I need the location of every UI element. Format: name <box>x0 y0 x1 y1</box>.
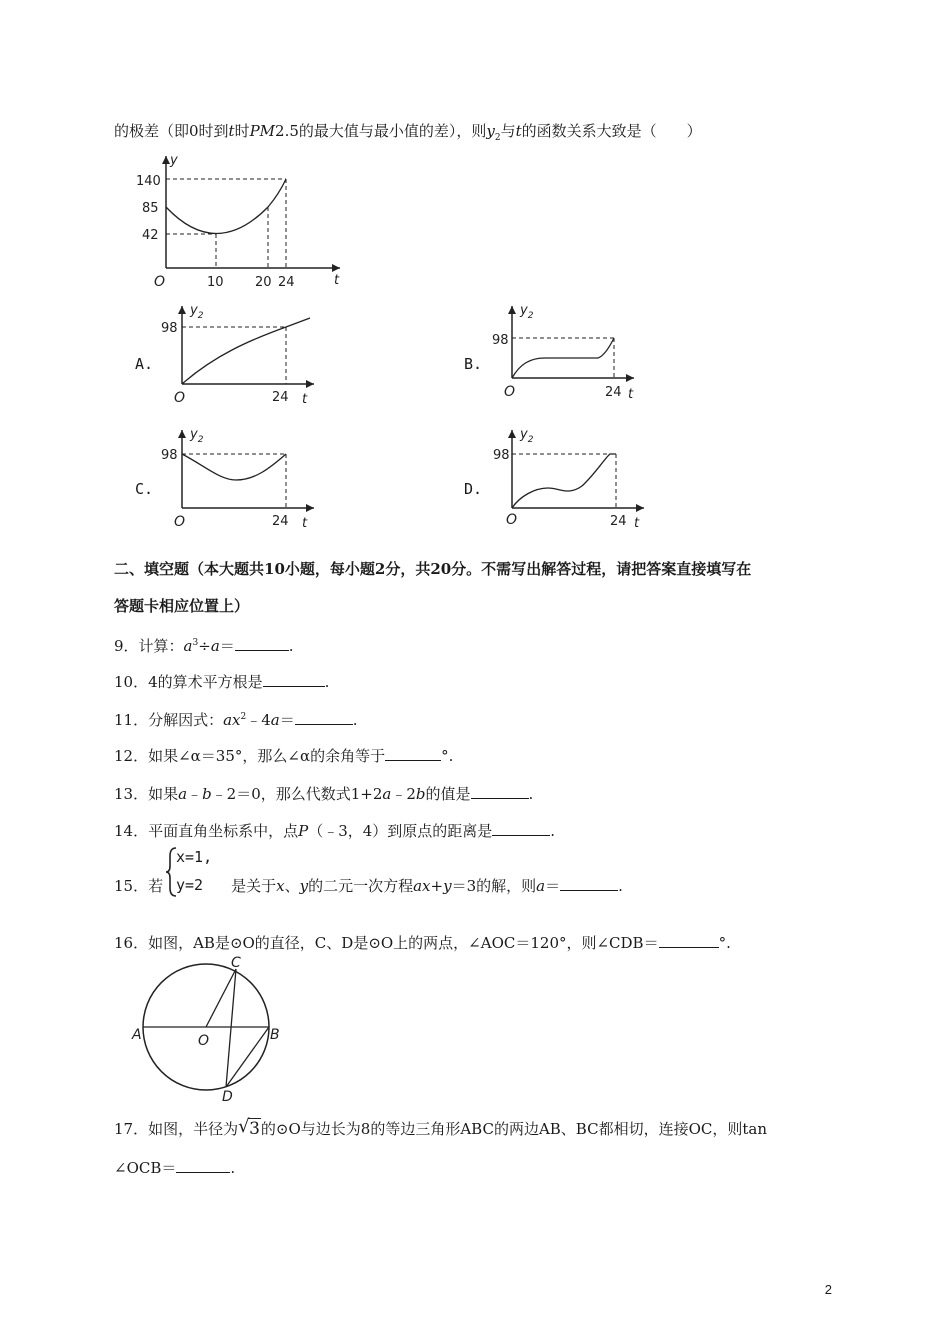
c-origin: O <box>174 514 186 530</box>
point-b-label: B <box>270 1027 280 1043</box>
d-curve <box>512 454 616 508</box>
section2-heading-line1: 二、填空题（本大题共10小题，每小题2分，共20分。不需写出解答过程，请把答案直接填写在 <box>114 560 752 578</box>
a-origin: O <box>174 390 186 406</box>
x-tick-24: 24 <box>278 275 295 290</box>
q9-answer-blank[interactable] <box>235 634 289 651</box>
a-x-tick: 24 <box>272 390 289 405</box>
q16: 16．如图，AB是⊙O的直径，C、D是⊙O上的两点，∠AOC＝120°，则∠CDB＝ °. <box>114 931 731 953</box>
q15-system-line2: y=2 <box>176 876 204 894</box>
x-tick-10: 10 <box>207 275 224 290</box>
option-c-graph[interactable] <box>160 424 320 530</box>
b-peak-label: 98 <box>492 333 509 348</box>
y-tick-42: 42 <box>142 228 159 243</box>
q17-line1: 17．如图，半径为 √ 3的⊙O与边长为8的等边三角形ABC的两边AB、BC都相切，连接OC，则tan <box>114 1116 767 1139</box>
option-d-letter[interactable]: D. <box>464 480 483 498</box>
option-a-letter[interactable]: A. <box>135 355 154 373</box>
c-x-label: t <box>302 516 308 531</box>
origin-label: O <box>154 274 166 290</box>
q13-answer-blank[interactable] <box>471 782 529 799</box>
y-axis-label: y <box>170 153 178 168</box>
q12-answer-blank[interactable] <box>385 744 441 761</box>
q9: 9．计算：$a^3\div a=$ . <box>114 633 294 656</box>
q12: 12．如果∠α＝35°，那么∠α的余角等于 °. <box>114 744 453 766</box>
q11-answer-blank[interactable] <box>295 708 353 725</box>
c-x-tick: 24 <box>272 514 289 529</box>
point-o-label: O <box>198 1033 210 1049</box>
q15-answer-blank[interactable] <box>560 874 618 891</box>
q14: 14．平面直角坐标系中，点P（﹣3，4）到原点的距离是 . <box>114 819 555 841</box>
option-c-letter[interactable]: C. <box>135 480 154 498</box>
b-curve <box>512 338 614 378</box>
b-x-label: t <box>628 387 634 402</box>
q14-answer-blank[interactable] <box>492 819 550 836</box>
d-y-label: $y_2$ <box>520 427 534 445</box>
x-tick-20: 20 <box>255 275 272 290</box>
a-y-label: $y_2$ <box>190 303 204 321</box>
q17-line2: ∠OCB＝ . <box>114 1156 235 1178</box>
q11: 11．分解因式：$ax^2﹣4a=$ . <box>114 707 358 730</box>
b-origin: O <box>504 384 516 400</box>
pm25-curve <box>166 179 286 234</box>
y-tick-85: 85 <box>142 201 159 216</box>
q16-answer-blank[interactable] <box>659 931 719 948</box>
option-a-graph[interactable] <box>160 300 320 406</box>
pm25-graph <box>134 150 350 290</box>
option-d-graph[interactable] <box>490 424 650 530</box>
point-d-label: D <box>222 1089 233 1105</box>
d-x-tick: 24 <box>610 514 627 529</box>
y-tick-140: 140 <box>136 174 161 189</box>
guide-lines <box>166 179 286 268</box>
point-a-label: A <box>132 1027 142 1043</box>
option-b-letter[interactable]: B. <box>464 355 483 373</box>
q17-answer-blank[interactable] <box>176 1156 230 1173</box>
d-x-label: t <box>634 516 640 531</box>
c-curve <box>182 454 286 480</box>
q15: 15．若 是关于x、y的二元一次方程ax+y＝3的解，则a＝ . <box>114 874 623 896</box>
y-axis-arrow <box>162 156 170 164</box>
circle-diagram <box>130 955 290 1105</box>
q10: 10．4的算术平方根是 . <box>114 670 329 692</box>
d-peak-label: 98 <box>493 448 510 463</box>
q10-answer-blank[interactable] <box>263 670 325 687</box>
b-y-label: $y_2$ <box>520 303 534 321</box>
a-x-label: t <box>302 392 308 407</box>
option-b-graph[interactable] <box>490 300 640 404</box>
point-c-label: C <box>231 955 241 971</box>
x-axis-arrow <box>332 264 340 272</box>
a-curve <box>182 318 310 384</box>
d-origin: O <box>506 512 518 528</box>
q13: 13．如果a﹣b﹣2＝0，那么代数式1+2a﹣2b的值是 . <box>114 782 533 804</box>
sqrt-symbol: √ 3 <box>238 1116 260 1139</box>
x-axis-label: t <box>334 273 340 288</box>
segment-db <box>226 1027 269 1087</box>
section2-heading-line2: 答题卡相应位置上） <box>114 597 250 615</box>
q8-text: 的极差（即0时到t时PM2.5的最大值与最小值的差），则$y_2$与t的函数关系大致是（ ） <box>114 122 702 143</box>
c-y-label: $y_2$ <box>190 427 204 445</box>
b-x-tick: 24 <box>605 385 622 400</box>
a-peak-label: 98 <box>161 321 178 336</box>
c-peak-label: 98 <box>161 448 178 463</box>
page-number: 2 <box>824 1282 832 1297</box>
q15-system-line1: x=1, <box>176 848 213 866</box>
